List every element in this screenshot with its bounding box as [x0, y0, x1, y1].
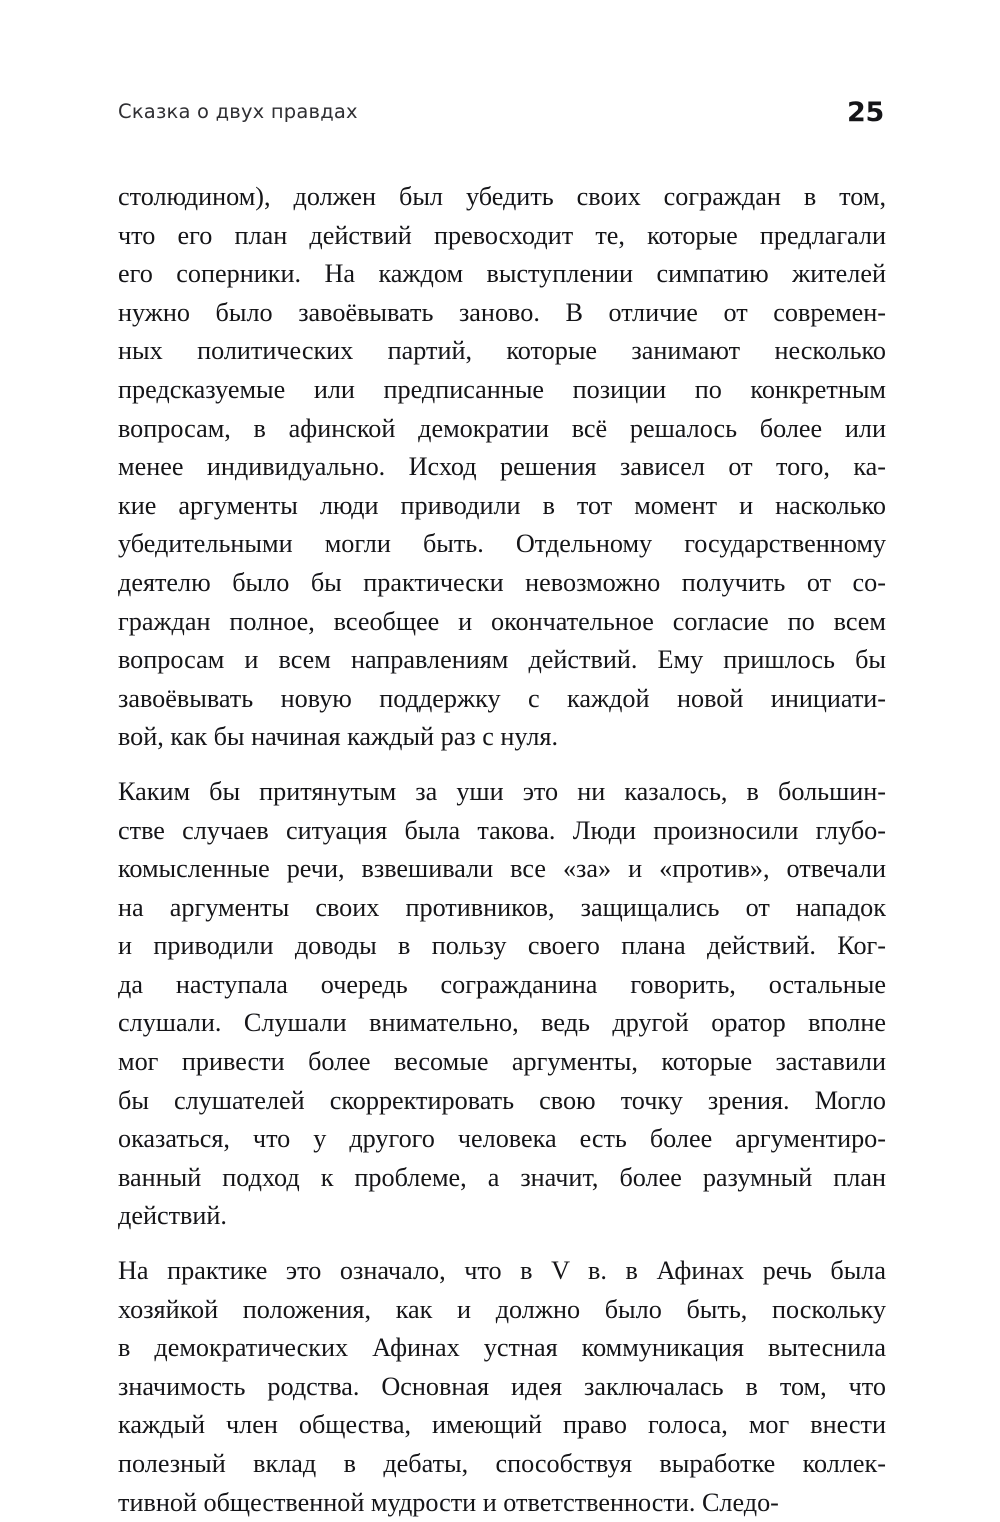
text-line: да наступала очередь согражданина говорить, остальные: [118, 969, 886, 999]
text-line: и приводили доводы в пользу своего плана действий. Ког-: [118, 931, 886, 961]
running-head: [118, 96, 884, 136]
text-line: комысленные речи, взвешивали все «за» и «против», отвечали: [118, 854, 886, 884]
text-line: в демократических Афинах устная коммуникация вытеснила: [118, 1333, 886, 1363]
text-line: стве случаев ситуация была такова. Люди произносили глубо-: [118, 815, 886, 845]
text-line: мог привести более весомые аргументы, которые заставили: [118, 1047, 886, 1077]
running-head-title: Сказка о двух правдах: [118, 100, 358, 123]
paragraph-1: [118, 178, 886, 757]
paragraph-3: [118, 1252, 886, 1522]
page-number: 25: [847, 97, 884, 128]
text-line: На практике это означало, что в V в. в Афинах речь была: [118, 1256, 886, 1286]
text-line: предсказуемые или предписанные позиции по конкретным: [118, 374, 886, 404]
text-line: нужно было завоёвывать заново. В отличие от современ-: [118, 297, 886, 327]
text-line: вой, как бы начиная каждый раз с нуля.: [118, 722, 558, 752]
paragraph-2: [118, 773, 886, 1236]
text-line: действий.: [118, 1201, 227, 1231]
text-line: вопросам и всем направлениям действий. Ему пришлось бы: [118, 645, 886, 675]
text-line: ных политических партий, которые занимают несколько: [118, 336, 886, 366]
text-line: каждый член общества, имеющий право голоса, мог внести: [118, 1410, 886, 1440]
text-line: слушали. Слушали внимательно, ведь другой оратор вполне: [118, 1008, 886, 1038]
text-line: вопросам, в афинской демократии всё решалось более или: [118, 413, 886, 443]
text-line: Каким бы притянутым за уши это ни казалось, в большин-: [118, 776, 886, 806]
text-line: убедительными могли быть. Отдельному государственному: [118, 529, 886, 559]
text-line: его соперники. На каждом выступлении симпатию жителей: [118, 259, 886, 289]
text-line: тивной общественной мудрости и ответственности. Следо-: [118, 1487, 779, 1517]
text-line: деятелю было бы практически невозможно получить от со-: [118, 567, 886, 597]
text-line: оказаться, что у другого человека есть более аргументиро-: [118, 1124, 886, 1154]
text-line: завоёвывать новую поддержку с каждой новой инициати-: [118, 683, 886, 713]
text-line: что его план действий превосходит те, которые предлагали: [118, 220, 886, 250]
body-text: [118, 178, 886, 1522]
text-line: полезный вклад в дебаты, способствуя выработке коллек-: [118, 1449, 886, 1478]
text-line: значимость родства. Основная идея заключалась в том, что: [118, 1371, 886, 1401]
text-line: хозяйкой положения, как и должно было быть, поскольку: [118, 1294, 886, 1324]
text-line: кие аргументы люди приводили в тот момент и насколько: [118, 490, 886, 520]
text-line: бы слушателей скорректировать свою точку зрения. Могло: [118, 1085, 886, 1115]
text-line: ванный подход к проблеме, а значит, более разумный план: [118, 1162, 886, 1192]
text-line: столюдином), должен был убедить своих сограждан в том,: [118, 182, 886, 211]
text-line: на аргументы своих противников, защищались от нападок: [118, 892, 886, 922]
text-line: граждан полное, всеобщее и окончательное согласие по всем: [118, 606, 886, 636]
text-line: менее индивидуально. Исход решения зависел от того, ка-: [118, 452, 886, 482]
